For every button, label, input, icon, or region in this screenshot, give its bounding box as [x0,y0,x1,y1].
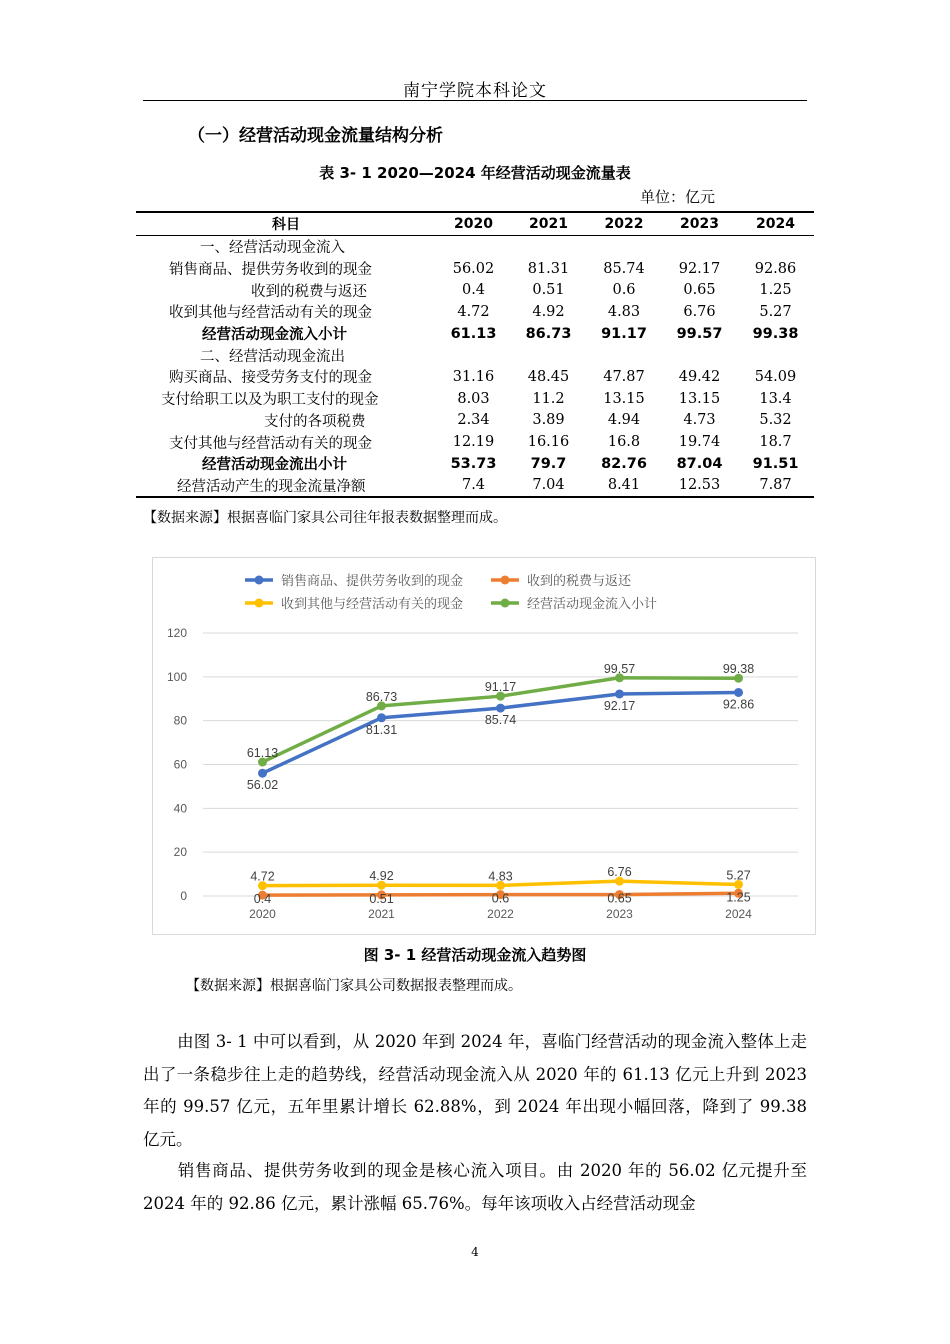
row-value-cell [737,236,814,258]
data-label: 56.02 [246,778,279,793]
row-value-cell: 0.65 [683,282,716,299]
table-row [136,344,814,366]
legend-marker [501,576,510,585]
row-value-cell: 6.76 [683,303,716,320]
column-header: 2020 [454,216,493,232]
data-label: 0.6 [491,891,510,906]
row-value-cell: 31.16 [452,368,495,385]
row-value-cell: 0.4 [461,282,486,299]
row-item-label: 收到的税费与返还 [251,283,367,300]
row-value-cell: 79.7 [530,455,567,472]
data-label: 99.38 [722,662,755,677]
row-value-cell: 81.31 [527,260,570,277]
table-row [136,410,814,432]
row-item-label: 支付的各项税费 [264,413,366,430]
row-item-label: 支付给职工以及为职工支付的现金 [161,392,379,409]
legend-marker [255,599,264,608]
row-value-cell: 4.92 [532,303,565,320]
table-row [136,366,814,388]
legend-label: 收到的税费与返还 [527,574,632,589]
table-row [136,475,814,498]
page-number: 4 [471,1245,479,1259]
figure-caption: 图 3- 1 经营活动现金流入趋势图 [363,946,587,964]
data-point [496,704,505,713]
data-label: 85.74 [484,713,517,728]
data-point [377,713,386,722]
legend-label: 经营活动现金流入小计 [527,597,658,612]
row-value-cell: 92.17 [678,260,721,277]
row-value-cell: 53.73 [450,455,497,472]
row-value-cell [586,236,662,258]
row-value-cell: 91.51 [752,455,799,472]
row-value-cell: 8.03 [457,390,490,407]
row-value-cell: 1.25 [759,282,792,299]
x-tick-label: 2020 [249,907,276,921]
row-value-cell: 86.73 [525,325,572,342]
y-tick-label: 120 [166,626,187,640]
cash-inflow-chart [152,557,816,935]
row-value-cell: 12.53 [678,477,721,494]
data-label: 4.92 [369,869,394,884]
cash-flow-table [136,211,814,498]
data-label: 4.72 [250,869,275,884]
legend-marker [501,599,510,608]
table-source-note: 【数据来源】根据喜临门家具公司往年报表数据整理而成。 [143,510,507,526]
data-label: 5.27 [726,868,751,883]
row-value-cell: 48.45 [527,368,570,385]
data-point [258,769,267,778]
legend-marker [255,576,264,585]
row-value-cell: 16.16 [527,434,570,451]
table-row [136,279,814,301]
row-item-label: 经营活动现金流出小计 [202,457,347,474]
data-label: 0.51 [369,891,394,906]
table-body [136,236,814,498]
row-value-cell: 2.34 [457,412,490,429]
column-header: 2021 [529,216,568,232]
table-row [136,323,814,345]
row-value-cell [511,236,586,258]
y-tick-label: 100 [166,669,187,684]
row-value-cell: 18.7 [759,434,792,451]
data-label: 6.76 [607,865,632,880]
data-label: 61.13 [246,746,279,761]
figure-source-note: 【数据来源】根据喜临门家具公司数据报表整理而成。 [186,978,522,994]
section-title: （一）经营活动现金流量结构分析 [188,126,443,146]
body-paragraph [143,1026,807,1156]
y-tick-label: 20 [173,845,187,860]
y-tick-label: 80 [173,713,187,728]
row-value-cell: 7.04 [532,477,565,494]
data-label: 86.73 [365,689,398,704]
row-value-cell: 4.72 [457,303,490,320]
row-value-cell [737,344,814,366]
row-value-cell: 8.41 [607,477,641,494]
row-item-label: 一、经营活动现金流入 [200,240,345,257]
row-value-cell: 4.73 [683,412,716,429]
data-label: 92.17 [603,698,636,713]
table-row [136,453,814,475]
chart-svg [153,558,815,934]
data-label: 91.17 [484,680,517,695]
row-item-label: 二、经营活动现金流出 [200,348,345,365]
data-label: 81.31 [365,722,398,737]
column-header: 2023 [680,216,719,232]
data-label: 0.4 [253,892,272,907]
x-tick-label: 2023 [606,907,633,921]
paragraph-text: 销售商品、提供劳务收到的现金是核心流入项目。由 2020 年的 56.02 亿元提升至 2024 年的 92.86 亿元，累计涨幅 65.76%。每年该项收入占经营活动现金 [143,1161,807,1213]
row-value-cell: 19.74 [678,434,721,451]
row-value-cell: 7.4 [461,477,486,494]
row-value-cell: 61.13 [450,325,497,342]
page-header: 南宁学院本科论文 [403,81,547,101]
row-value-cell: 4.83 [607,303,641,320]
data-point [615,689,624,698]
table-row [136,431,814,453]
row-value-cell [662,344,737,366]
row-value-cell: 47.87 [603,368,645,385]
row-value-cell: 4.94 [607,412,641,429]
x-tick-label: 2024 [725,907,752,921]
row-value-cell: 56.02 [452,260,495,277]
row-value-cell: 85.74 [603,260,645,277]
row-value-cell: 13.15 [678,390,721,407]
data-label: 92.86 [722,697,755,712]
data-label: 0.65 [607,891,632,906]
row-value-cell: 0.6 [612,282,636,299]
y-tick-label: 40 [173,801,187,816]
row-value-cell [436,344,511,366]
data-label: 4.83 [488,869,513,884]
row-value-cell: 99.57 [676,325,723,342]
row-value-cell: 54.09 [754,368,797,385]
column-header: 科目 [272,217,300,233]
row-value-cell: 16.8 [607,434,641,451]
row-value-cell: 12.19 [452,434,495,451]
body-paragraph [143,1155,807,1220]
legend-label: 收到其他与经营活动有关的现金 [281,597,464,612]
row-value-cell: 99.38 [752,325,799,342]
row-value-cell: 0.51 [532,282,565,299]
row-item-label: 经营活动产生的现金流量净额 [177,478,366,495]
row-value-cell: 5.27 [759,303,792,320]
row-item-label: 销售商品、提供劳务收到的现金 [169,262,372,279]
data-label: 99.57 [603,661,636,676]
row-value-cell: 7.87 [759,477,792,494]
row-value-cell: 5.32 [759,412,792,429]
row-item-label: 支付其他与经营活动有关的现金 [169,435,372,452]
y-tick-label: 0 [180,889,187,903]
row-value-cell: 49.42 [678,368,721,385]
row-value-cell [586,344,662,366]
row-value-cell: 11.2 [532,390,565,407]
row-value-cell: 91.17 [601,325,647,342]
row-value-cell: 3.89 [532,412,565,429]
table-row [136,236,814,258]
table-title: 表 3- 1 2020—2024 年经营活动现金流量表 [319,164,631,182]
row-item-label: 经营活动现金流入小计 [202,327,347,344]
row-value-cell: 13.15 [603,390,645,407]
row-value-cell [662,236,737,258]
table-unit: 单位：亿元 [640,188,716,206]
column-header: 2024 [756,216,795,232]
paragraph-text: 由图 3- 1 中可以看到，从 2020 年到 2024 年，喜临门经营活动的现金流入整体上走出了一条稳步往上走的趋势线，经营活动现金流入从 2020 年的 61.13 亿元上升到 2023 年的 99.57 亿元，五年里累计增长 62.88%，到 2024 年出现小幅回落，降到了 99.38 亿元。 [143,1032,807,1149]
data-point [734,688,743,697]
x-tick-label: 2022 [487,907,514,921]
x-tick-label: 2021 [368,907,395,921]
legend-label: 销售商品、提供劳务收到的现金 [281,574,464,589]
y-tick-label: 60 [173,757,187,772]
row-value-cell: 92.86 [754,260,797,277]
header-rule [143,100,807,101]
table-row [136,301,814,323]
row-item-label: 收到其他与经营活动有关的现金 [169,305,372,322]
row-value-cell: 87.04 [676,455,723,472]
data-label: 1.25 [726,890,751,905]
row-value-cell: 13.4 [759,390,792,407]
table-header-row [136,212,814,236]
row-value-cell: 82.76 [601,455,647,472]
table-row [136,388,814,410]
table-row [136,258,814,280]
row-value-cell [436,236,511,258]
column-header: 2022 [604,216,644,232]
row-item-label: 购买商品、接受劳务支付的现金 [169,370,372,387]
row-value-cell [511,344,586,366]
